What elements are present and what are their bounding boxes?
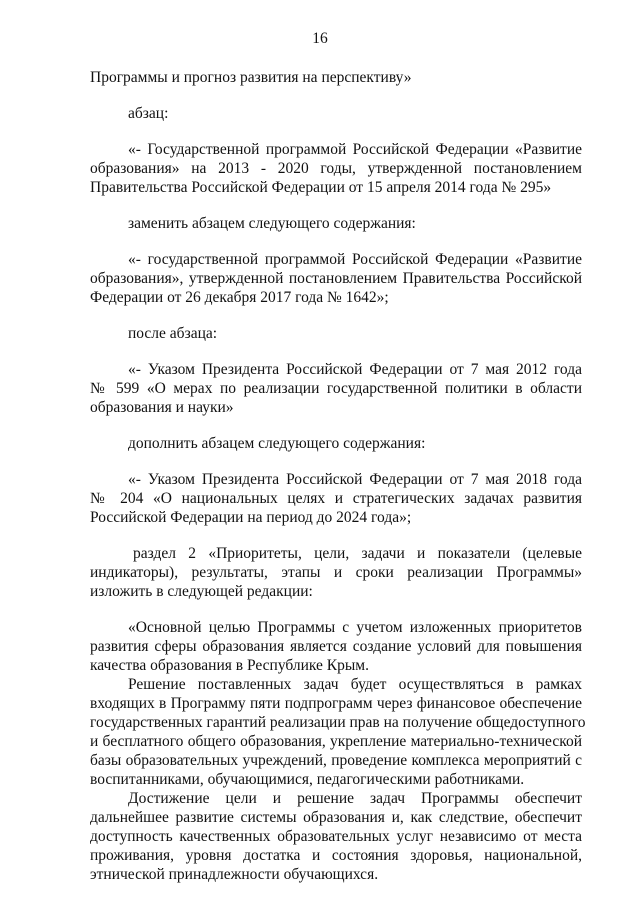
text-line: развития сферы образования является создание условий для повышения xyxy=(90,638,582,655)
text-line: заменить абзацем следующего содержания: xyxy=(128,215,416,232)
text-line: Российской Федерации на период до 2024 года»; xyxy=(90,509,412,526)
text-line: дальнейшее развитие системы образования и, как следствие, обеспечит xyxy=(90,809,582,826)
text-line: образования» на 2013 - 2020 годы, утвержденной постановлением xyxy=(90,160,582,177)
text-line: Программы и прогноз развития на перспективу» xyxy=(90,69,412,86)
text-line: образования и науки» xyxy=(90,399,234,416)
text-line: входящих в Программу пяти подпрограмм через финансовое обеспечение xyxy=(90,695,582,712)
text-line: воспитанниками, обучающимися, педагогическими работниками. xyxy=(90,771,525,788)
text-line: этнической принадлежности обучающихся. xyxy=(90,866,379,883)
text-line: «- государственной программой Российской Федерации «Развитие xyxy=(128,251,582,268)
page-number: 16 xyxy=(312,30,328,47)
text-line: Достижение цели и решение задач Программы обеспечит xyxy=(128,790,582,807)
text-line: «- Указом Президента Российской Федерации от 7 мая 2018 года xyxy=(128,471,582,488)
text-line: № 599 «О мерах по реализации государственной политики в области xyxy=(90,380,582,397)
text-line: доступность качественных образовательных услуг независимо от места xyxy=(90,828,582,845)
text-line: № 204 «О национальных целях и стратегических задачах развития xyxy=(90,490,582,507)
text-line: «Основной целью Программы с учетом изложенных приоритетов xyxy=(128,619,582,636)
text-line: и бесплатного общего образования, укрепление материально-технической xyxy=(90,733,582,750)
text-line: Правительства Российской Федерации от 15 апреля 2014 года № 295» xyxy=(90,179,552,196)
text-line: образования», утвержденной постановлением Правительства Российской xyxy=(90,270,582,287)
text-line: после абзаца: xyxy=(128,325,218,342)
text-line: абзац: xyxy=(128,105,169,122)
text-line: базы образовательных учреждений, проведение комплекса мероприятий с xyxy=(90,752,582,769)
text-line: качества образования в Республике Крым. xyxy=(90,657,369,674)
text-line: индикаторы), результаты, этапы и сроки реализации Программы» xyxy=(90,564,582,581)
text-line: «- Государственной программой Российской Федерации «Развитие xyxy=(128,141,582,158)
text-line: «- Указом Президента Российской Федерации от 7 мая 2012 года xyxy=(128,361,582,378)
text-line: дополнить абзацем следующего содержания: xyxy=(128,435,426,452)
text-line: Решение поставленных задач будет осуществляться в рамках xyxy=(128,676,582,693)
text-line: изложить в следующей редакции: xyxy=(90,583,313,600)
text-line: Федерации от 26 декабря 2017 года № 1642»; xyxy=(90,289,389,306)
text-line: государственных гарантий реализации прав на получение общедоступного xyxy=(90,714,586,731)
text-line: проживания, уровня достатка и состояния здоровья, национальной, xyxy=(90,847,582,864)
text-line: раздел 2 «Приоритеты, цели, задачи и показатели (целевые xyxy=(133,545,582,562)
